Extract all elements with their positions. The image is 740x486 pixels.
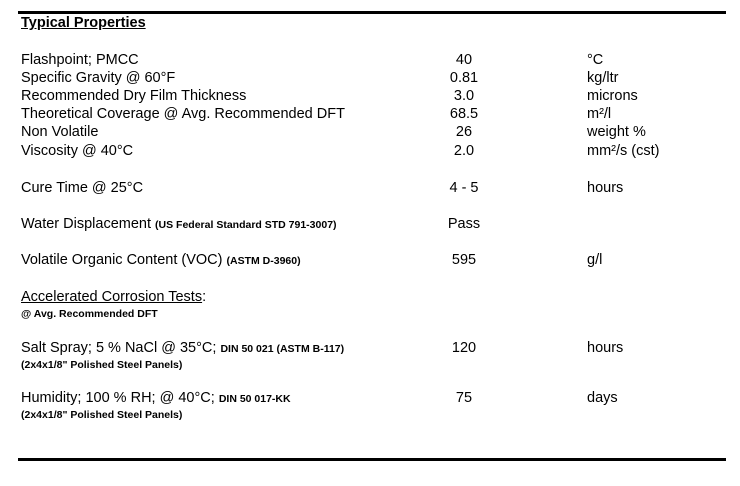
- cure-time-label: Cure Time @ 25°C: [21, 180, 144, 196]
- humidity-panel: (2x4x1/8" Polished Steel Panels): [21, 409, 183, 421]
- row-value: 2.0: [453, 143, 475, 159]
- row-label: Specific Gravity @ 60°F: [21, 70, 176, 86]
- salt-spray-panel: (2x4x1/8" Polished Steel Panels): [21, 359, 183, 371]
- row-unit: mm²/s (cst): [587, 143, 660, 159]
- row-unit: °C: [587, 52, 604, 68]
- voc-unit: g/l: [587, 252, 603, 268]
- row-label: Theoretical Coverage @ Avg. Recommended DFT: [21, 106, 345, 122]
- top-rule: [18, 11, 726, 14]
- humidity-ref: DIN 50 017-KK: [218, 393, 291, 405]
- row-label: Non Volatile: [21, 124, 99, 140]
- bottom-rule: [18, 458, 726, 461]
- row-unit: kg/ltr: [587, 70, 619, 86]
- row-label: Recommended Dry Film Thickness: [21, 88, 247, 104]
- water-displacement-value: Pass: [447, 216, 481, 232]
- voc-ref: (ASTM D-3960): [226, 255, 301, 267]
- section-title: Typical Properties: [21, 15, 146, 31]
- row-value: 68.5: [449, 106, 479, 122]
- row-unit: weight %: [587, 124, 646, 140]
- row-label: Viscosity @ 40°C: [21, 143, 134, 159]
- cure-time-value: 4 - 5: [449, 180, 479, 196]
- corrosion-heading: Accelerated Corrosion Tests:: [21, 289, 207, 305]
- voc-label: Volatile Organic Content (VOC) (ASTM D-3960): [21, 252, 301, 268]
- water-displacement-label: Water Displacement (US Federal Standard STD 791-3007): [21, 216, 337, 232]
- humidity-label: Humidity; 100 % RH; @ 40°C; DIN 50 017-KK: [21, 390, 291, 406]
- row-label: Flashpoint; PMCC: [21, 52, 139, 68]
- row-unit: microns: [587, 88, 638, 104]
- salt-spray-value: 120: [451, 340, 477, 356]
- water-displacement-ref: (US Federal Standard STD 791-3007): [155, 219, 337, 231]
- voc-value: 595: [451, 252, 477, 268]
- corrosion-subheading: @ Avg. Recommended DFT: [21, 308, 158, 320]
- salt-spray-label: Salt Spray; 5 % NaCl @ 35°C; DIN 50 021 (ASTM B-117): [21, 340, 345, 356]
- row-value: 3.0: [453, 88, 475, 104]
- salt-spray-ref: DIN 50 021 (ASTM B-117): [220, 343, 345, 355]
- salt-spray-unit: hours: [587, 340, 624, 356]
- row-value: 26: [455, 124, 473, 140]
- row-value: 0.81: [449, 70, 479, 86]
- humidity-unit: days: [587, 390, 618, 406]
- row-value: 40: [455, 52, 473, 68]
- cure-time-unit: hours: [587, 180, 624, 196]
- humidity-value: 75: [455, 390, 473, 406]
- row-unit: m²/l: [587, 106, 612, 122]
